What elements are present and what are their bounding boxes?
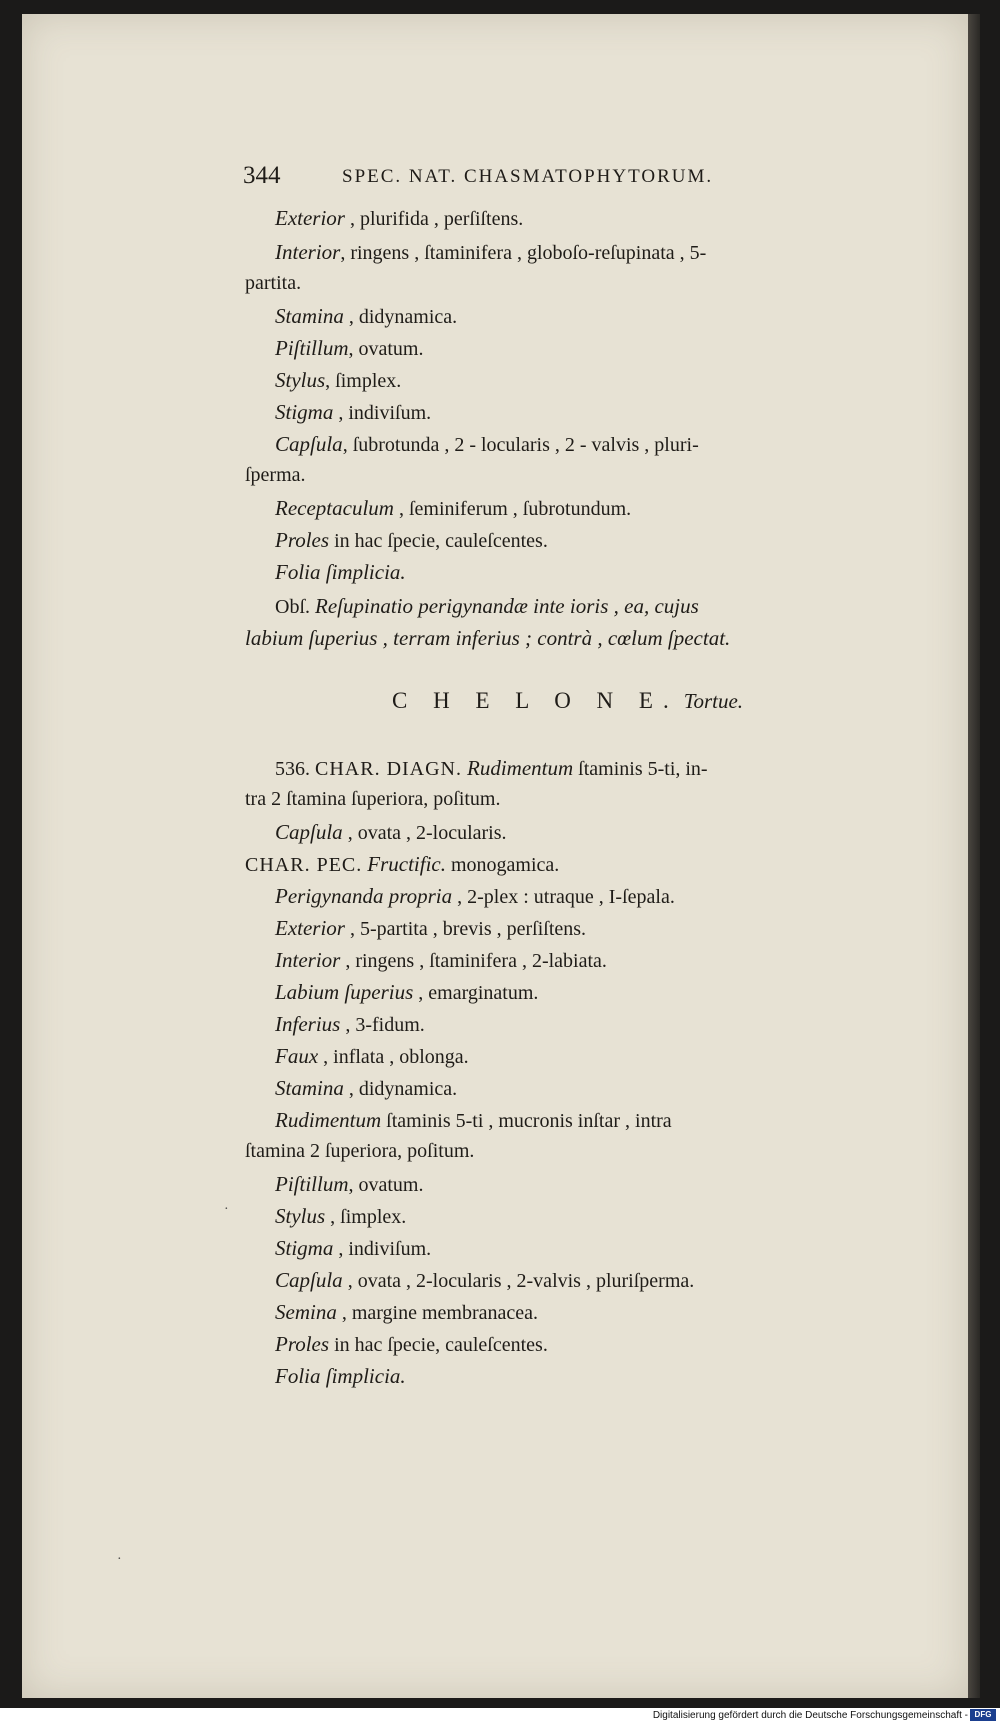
stray-mark: · — [117, 1552, 122, 1567]
text-line: Perigynanda propria , 2-plex : utraque , I-ſepala. — [275, 884, 675, 908]
text-line: Stylus, ſimplex. — [275, 368, 402, 392]
section-title: C H E L O N E. Tortue. — [392, 688, 744, 713]
text-line: Folia ſimplicia. — [275, 560, 406, 584]
page-edge — [968, 14, 980, 1698]
text-line: Stamina , didynamica. — [275, 1076, 458, 1100]
text-line: Proles in hac ſpecie, cauleſcentes. — [275, 1332, 548, 1356]
text-line: Labium ſuperius , emarginatum. — [275, 980, 539, 1004]
text-line: Proles in hac ſpecie, cauleſcentes. — [275, 528, 548, 552]
text-line: Interior, ringens , ſtaminifera , globoſo-reſupinata , 5- — [275, 240, 707, 264]
text-line: ſtamina 2 ſuperiora, poſitum. — [245, 1140, 475, 1162]
text-line: Faux , inflata , oblonga. — [275, 1044, 469, 1068]
footer-bar — [0, 1708, 1000, 1723]
text-line: Interior , ringens , ſtaminifera , 2-labiata. — [275, 948, 607, 972]
text-line: Piſtillum, ovatum. — [275, 1172, 424, 1196]
stray-mark: · — [224, 1202, 229, 1217]
text-line: Rudimentum ſtaminis 5-ti , mucronis inſtar , intra — [275, 1108, 672, 1132]
text-line: ſperma. — [245, 464, 306, 486]
text-line: tra 2 ſtamina ſuperiora, poſitum. — [245, 788, 501, 810]
running-header: SPEC. NAT. CHASMATOPHYTORUM. — [342, 166, 714, 187]
text-line: Piſtillum, ovatum. — [275, 336, 424, 360]
text-line: Stamina , didynamica. — [275, 304, 458, 328]
text-line: CHAR. PEC. Fructific. monogamica. — [245, 852, 560, 876]
text-line: Exterior , plurifida , perſiſtens. — [275, 206, 524, 230]
observation-line: labium ſuperius , terram inferius ; contrà , cœlum ſpectat. — [245, 626, 731, 650]
dfg-logo: DFG — [970, 1709, 996, 1721]
observation-line: Obſ. Reſupinatio perigynandæ inte ioris , ea, cujus — [275, 594, 699, 618]
char-diagn-line: 536. CHAR. DIAGN. Rudimentum ſtaminis 5-ti, in- — [275, 756, 708, 780]
text-line: partita. — [245, 272, 302, 294]
text-line: Folia ſimplicia. — [275, 1364, 406, 1388]
text-line: Capſula , ovata , 2-locularis. — [275, 820, 507, 844]
text-line: Exterior , 5-partita , brevis , perſiſtens. — [275, 916, 587, 940]
text-line: Stylus , ſimplex. — [275, 1204, 407, 1228]
text-line: Capſula, ſubrotunda , 2 - locularis , 2 - valvis , pluri- — [275, 432, 699, 456]
footer-text: Digitalisierung gefördert durch die Deutsche Forschungsgemeinschaft - — [652, 1710, 968, 1721]
page-number: 344 — [243, 162, 281, 189]
text-line: Semina , margine membranacea. — [275, 1300, 539, 1324]
text-line: Capſula , ovata , 2-locularis , 2-valvis , pluriſperma. — [275, 1268, 695, 1292]
text-line: Stigma , indiviſum. — [275, 1236, 432, 1260]
text-line: Receptaculum , ſeminiferum , ſubrotundum. — [275, 496, 632, 520]
text-line: Stigma , indiviſum. — [275, 400, 432, 424]
text-line: Inferius , 3-fidum. — [275, 1012, 425, 1036]
